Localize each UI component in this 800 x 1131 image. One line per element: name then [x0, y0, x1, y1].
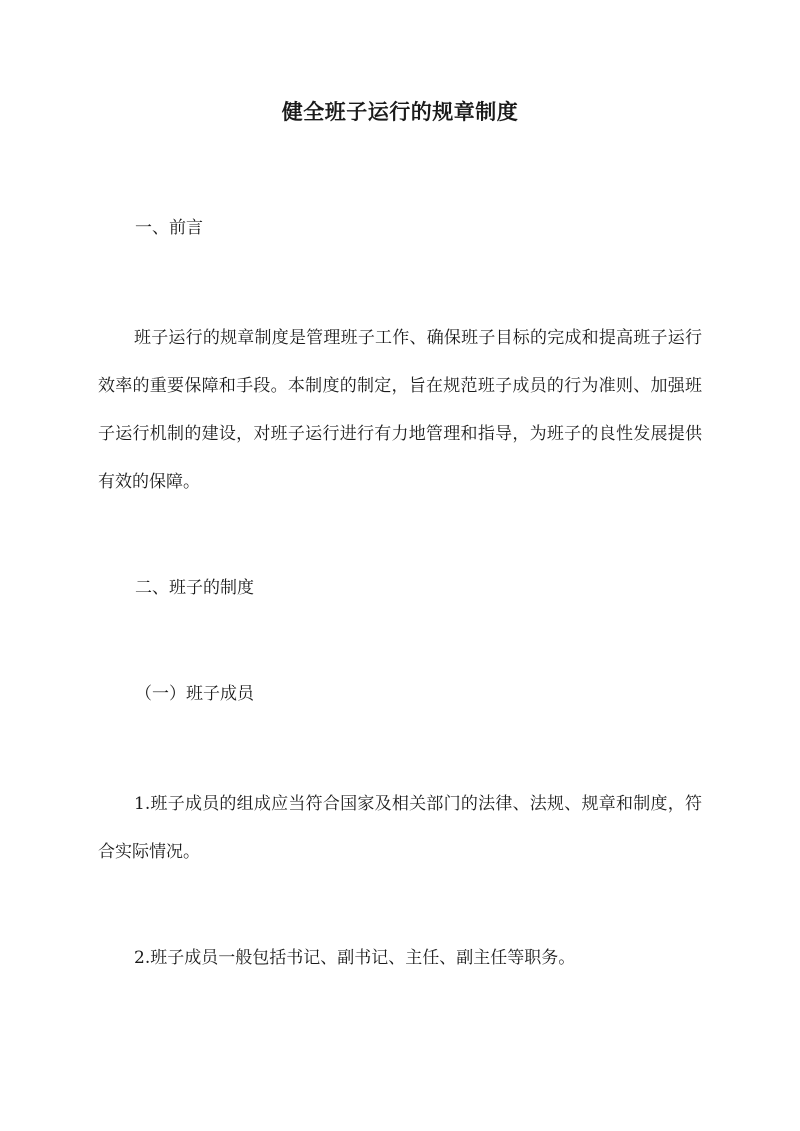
paragraph-preface: 班子运行的规章制度是管理班子工作、确保班子目标的完成和提高班子运行效率的重要保障和手段。本制度的制定，旨在规范班子成员的行为准则、加强班子运行机制的建设，对班子运行进行有力地管理和指导，为班子的良性发展提供有效的保障。 [98, 328, 702, 492]
section-heading-system: 二、班子的制度 [135, 578, 254, 598]
document-title: 健全班子运行的规章制度 [281, 99, 519, 124]
list-item-2: 2.班子成员一般包括书记、副书记、主任、副主任等职务。 [134, 948, 576, 968]
section-heading-preface: 一、前言 [135, 218, 203, 238]
list-item-1: 1.班子成员的组成应当符合国家及相关部门的法律、法规、规章和制度，符合实际情况。 [98, 794, 702, 862]
subheading-members: （一）班子成员 [135, 684, 254, 704]
